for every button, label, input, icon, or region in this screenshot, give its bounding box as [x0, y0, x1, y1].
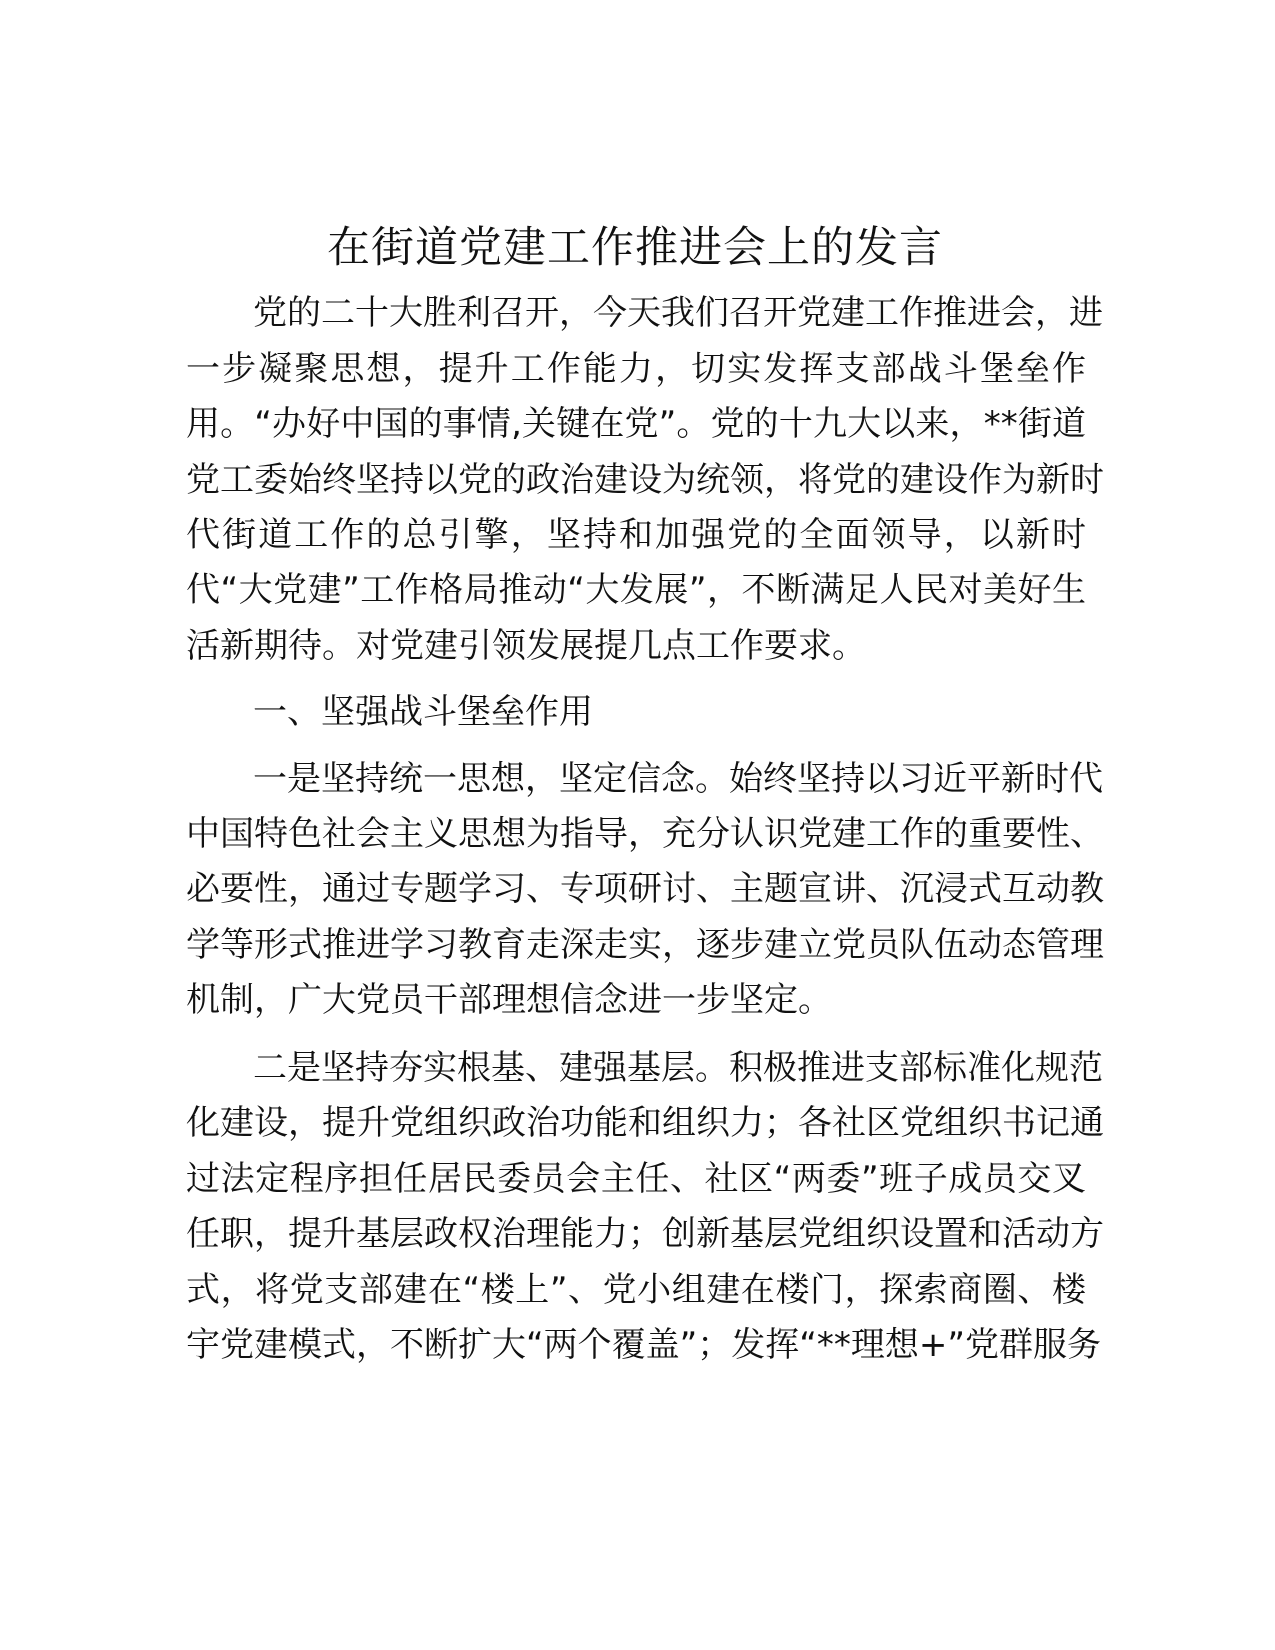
- intro-line-1: 党的二十大胜利召开，今天我们召开党建工作推进会，进: [253, 293, 1103, 333]
- intro-line-4: 党工委始终坚持以党的政治建设为统领，将党的建设作为新时: [186, 460, 1104, 500]
- intro-line-6: 代“大党建”工作格局推动“大发展”，不断满足人民对美好生: [186, 570, 1086, 610]
- paragraph-2-line-1: 二是坚持夯实根基、建强基层。积极推进支部标准化规范: [253, 1048, 1103, 1088]
- intro-line-5: 代街道工作的总引擎，坚持和加强党的全面领导，以新时: [186, 515, 1086, 555]
- paragraph-2-line-5: 式，将党支部建在“楼上”、党小组建在楼门，探索商圈、楼: [186, 1270, 1086, 1310]
- intro-line-3: 用。“办好中国的事情,关键在党”。党的十九大以来，**街道: [186, 404, 1086, 444]
- paragraph-2-line-3: 过法定程序担任居民委员会主任、社区“两委”班子成员交叉: [186, 1159, 1086, 1199]
- paragraph-1-line-2: 中国特色社会主义思想为指导，充分认识党建工作的重要性、: [186, 814, 1104, 854]
- paragraph-2-line-4: 任职，提升基层政权治理能力；创新基层党组织设置和活动方: [186, 1214, 1104, 1254]
- paragraph-1-line-1: 一是坚持统一思想，坚定信念。始终坚持以习近平新时代: [253, 759, 1103, 799]
- section-heading: 一、坚强战斗堡垒作用: [253, 692, 593, 732]
- paragraph-1-line-3: 必要性，通过专题学习、专项研讨、主题宣讲、沉浸式互动教: [186, 869, 1104, 909]
- paragraph-1-line-4: 学等形式推进学习教育走深走实，逐步建立党员队伍动态管理: [186, 925, 1104, 965]
- paragraph-1-line-5: 机制，广大党员干部理想信念进一步坚定。: [186, 980, 832, 1020]
- paragraph-2-line-6: 宇党建模式，不断扩大“两个覆盖”；发挥“**理想+”党群服务: [186, 1325, 1101, 1365]
- intro-line-2: 一步凝聚思想，提升工作能力，切实发挥支部战斗堡垒作: [186, 349, 1086, 389]
- intro-line-7: 活新期待。对党建引领发展提几点工作要求。: [186, 626, 866, 666]
- paragraph-2-line-2: 化建设，提升党组织政治功能和组织力；各社区党组织书记通: [186, 1103, 1104, 1143]
- document-title: 在街道党建工作推进会上的发言: [327, 223, 943, 273]
